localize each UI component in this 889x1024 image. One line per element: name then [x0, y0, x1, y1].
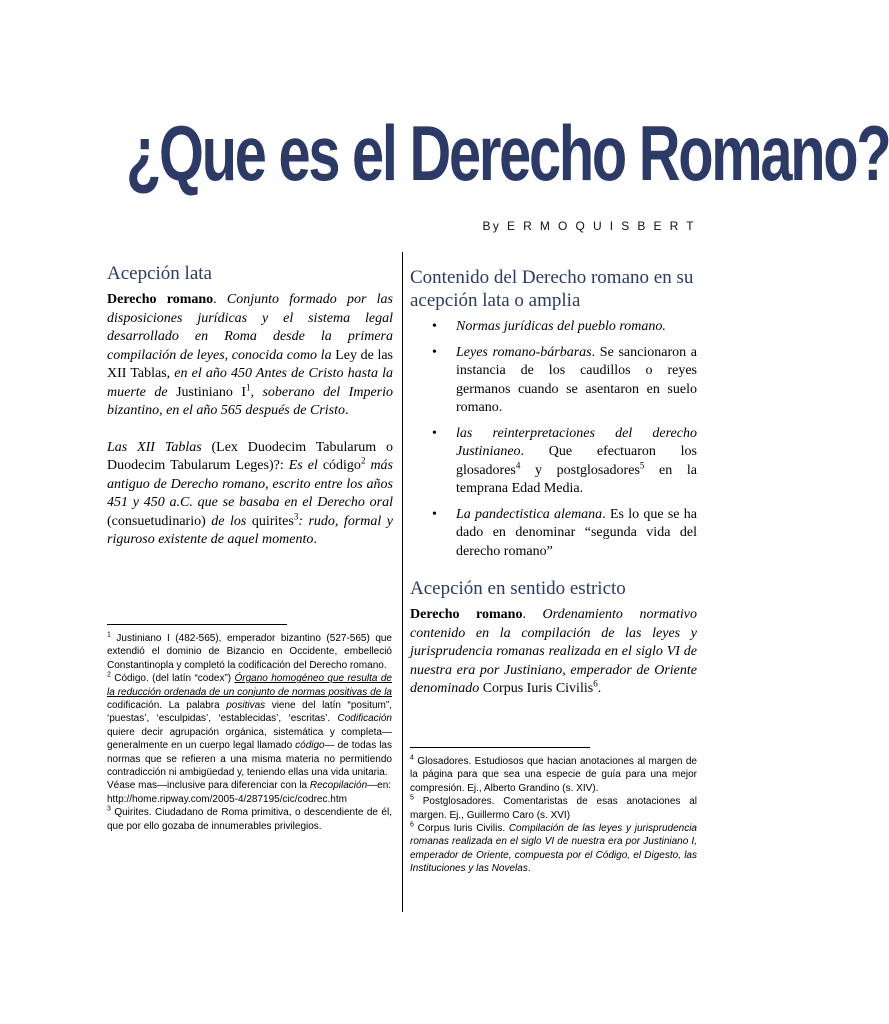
text: código [322, 458, 361, 473]
text: (Lex Duodecim Tabularum o Duodecim Tabularum Leges)?: [107, 439, 393, 473]
document-title: ¿Que es el Derecho Romano? [126, 109, 889, 197]
text-italic: las reinterpretaciones del derecho Justinianeo [456, 425, 697, 459]
footnote-number: 5 [410, 794, 414, 802]
list-item [410, 318, 697, 337]
footnote-text-italic: Codificación [337, 713, 392, 725]
bullet-icon: • [432, 319, 437, 334]
text-italic: Conjunto formado por las disposiciones jurídicas y el sistema legal desarrollado en Roma desde la primera compilación de leyes, conocida como la [107, 292, 393, 363]
footnote-ref-5[interactable]: 5 [639, 459, 645, 470]
footnote-ref-3[interactable]: 3 [293, 510, 299, 521]
footnote-text: codificación. La palabra [107, 700, 227, 712]
footnote-text-italic: Compilación de las leyes y jurisprudencia romanas realizada en el siglo VI de nuestra era por Justiniano I, emperador de Oriente, compuesta por el Código, el Digesto, las Instituciones y las Novelas [410, 823, 697, 875]
text: . Es lo que se ha dado en denominar “segunda vida del derecho romano” [456, 506, 697, 559]
text: Corpus Iuris Civilis [482, 681, 594, 696]
text: . Se sancionaron a instancia de los caudillos o reyes germanos cuando se asentaron en suelo romano. [456, 344, 698, 415]
list-item [410, 506, 697, 562]
text: . [213, 292, 227, 307]
footnote-4 [410, 755, 697, 795]
content-list [410, 318, 697, 561]
text-italic: Normas jurídicas del pueblo romano. [456, 319, 666, 334]
footnote-text: Corpus Iuris Civilis. [413, 823, 509, 835]
right-column [410, 266, 697, 699]
bullet-icon: • [432, 344, 437, 360]
text: y postglosadores [520, 462, 640, 478]
footnote-ref-1[interactable]: 1 [246, 381, 251, 392]
text: . [313, 532, 317, 547]
text: . [522, 607, 543, 622]
text: . [597, 681, 602, 696]
footnote-number: 1 [107, 631, 111, 639]
text-italic: , soberano del Imperio bizantino, en el año 565 después de Cristo [107, 384, 393, 418]
footnote-text-italic: código [295, 740, 325, 752]
footnote-number: 2 [107, 671, 111, 679]
footnote-2-see-also [107, 779, 392, 792]
footnote-6 [410, 822, 697, 876]
footnote-text-italic: positivas [226, 700, 266, 712]
paragraph-definicion [107, 291, 393, 421]
footnote-text: . [527, 863, 531, 875]
left-column [107, 262, 393, 550]
footnote-2-url[interactable]: http://home.ripway.com/2005-4/287195/cic/codrec.htm [107, 793, 347, 805]
footnote-rule-right [410, 747, 590, 748]
footnote-text-italic: Órgano homogéneo que resulta de la reducción ordenada de un conjunto de normas positivas de la [107, 673, 392, 698]
list-item [410, 344, 697, 418]
text-italic: Las XII Tablas [107, 439, 202, 455]
text-italic: , en el año 450 Antes de Cristo hasta la muerte de [107, 366, 393, 400]
footnote-text: Justiniano I (482-565), emperador bizantino (527-565) que extendió el dominio de Bizancio en Occidente, embelleció Constantinopla y completó la codificación del Derecho romano. [107, 633, 392, 671]
footnote-text: — de todas las normas que se refieren a una misma materia no permitiendo contradicción ni ambigüedad y, teniendo ellas una vida unitaria. [107, 740, 392, 779]
footnote-rule-left [107, 624, 287, 625]
text-italic: Ordenamiento normativo contenido en la compilación de las leyes y jurisprudencia romanas realizada en el siglo VI de nuestra era por Justiniano, emperador de Oriente denominado [410, 607, 697, 696]
footnote-number: 3 [107, 805, 111, 813]
text-italic: de los [211, 513, 252, 529]
text-italic: La pandectistica alemana [456, 506, 603, 522]
footnotes-right [410, 755, 697, 876]
paragraph-sentido-estricto [410, 606, 697, 699]
text: en la temprana Edad Media. [456, 462, 697, 496]
text: Ley de las XII Tablas [107, 347, 394, 381]
footnote-3 [107, 806, 392, 833]
footnotes-left [107, 632, 392, 833]
text-italic: más antiguo de Derecho romano, escrito entre los años 451 y 450 a.C. que se basaba en el Derecho oral [107, 458, 393, 510]
text: . [345, 403, 349, 418]
text-italic: Leyes romano-bárbaras [456, 344, 592, 360]
footnote-2 [107, 672, 392, 779]
heading-acepcion-lata: Acepción lata [107, 263, 212, 284]
footnote-text: Postglosadores. Comentaristas de esas anotaciones al margen. Ej., Guillermo Caro (s. XVI) [410, 796, 697, 821]
list-item [410, 425, 697, 499]
footnote-number: 6 [410, 821, 414, 829]
footnote-5 [410, 795, 697, 822]
text: quirites [251, 513, 294, 529]
text: . Que efectuaron los glosadores [456, 444, 697, 478]
footnote-text: Véase mas—inclusive para diferenciar con la [107, 780, 310, 792]
footnote-ref-2[interactable]: 2 [360, 455, 366, 466]
footnote-text: Código. (del latín “codex”) [110, 673, 235, 685]
footnote-text: Glosadores. Estudiosos que hacian anotaciones al margen de la página para que sea una especie de guía para una mejor compresión. Ej., Alberto Grandino (s. XIV). [410, 756, 697, 794]
text: (consuetudinario) [107, 513, 212, 529]
text-italic: : rudo, formal y riguroso existente de aquel momento [107, 513, 393, 547]
footnote-text-italic: Recopilación [309, 780, 368, 792]
column-divider [402, 252, 403, 912]
term-derecho-romano: Derecho romano [107, 292, 214, 307]
footnote-text: —en: [367, 780, 392, 792]
byline: By E R M O Q U I S B E R T [482, 219, 696, 233]
heading-sentido-estricto: Acepción en sentido estricto [410, 578, 626, 599]
footnote-text: viene del latín “positum”, ‘puestas’, ‘esculpidas’, ‘establecidas’, ‘escritas’. [107, 700, 392, 725]
footnote-text: Quirites. Ciudadano de Roma primitiva, o descendiente de él, que por ello gozaba de innumerables privilegios. [107, 807, 392, 832]
footnote-number: 4 [410, 754, 414, 762]
footnote-text: quiere decir agrupación orgánica, sistemática y completa— generalmente en un cuerpo legal llamado [107, 726, 392, 752]
text: Justiniano I [176, 384, 246, 400]
text-italic: Es el [288, 458, 323, 473]
heading-contenido: Contenido del Derecho romano en su acepción lata o amplia [410, 267, 694, 311]
footnote-ref-4[interactable]: 4 [515, 459, 521, 470]
footnote-1 [107, 632, 392, 672]
bullet-icon: • [432, 425, 437, 441]
paragraph-xii-tablas [107, 439, 393, 550]
term-derecho-romano: Derecho romano [410, 607, 523, 622]
footnote-ref-6[interactable]: 6 [593, 678, 598, 689]
bullet-icon: • [432, 506, 437, 522]
